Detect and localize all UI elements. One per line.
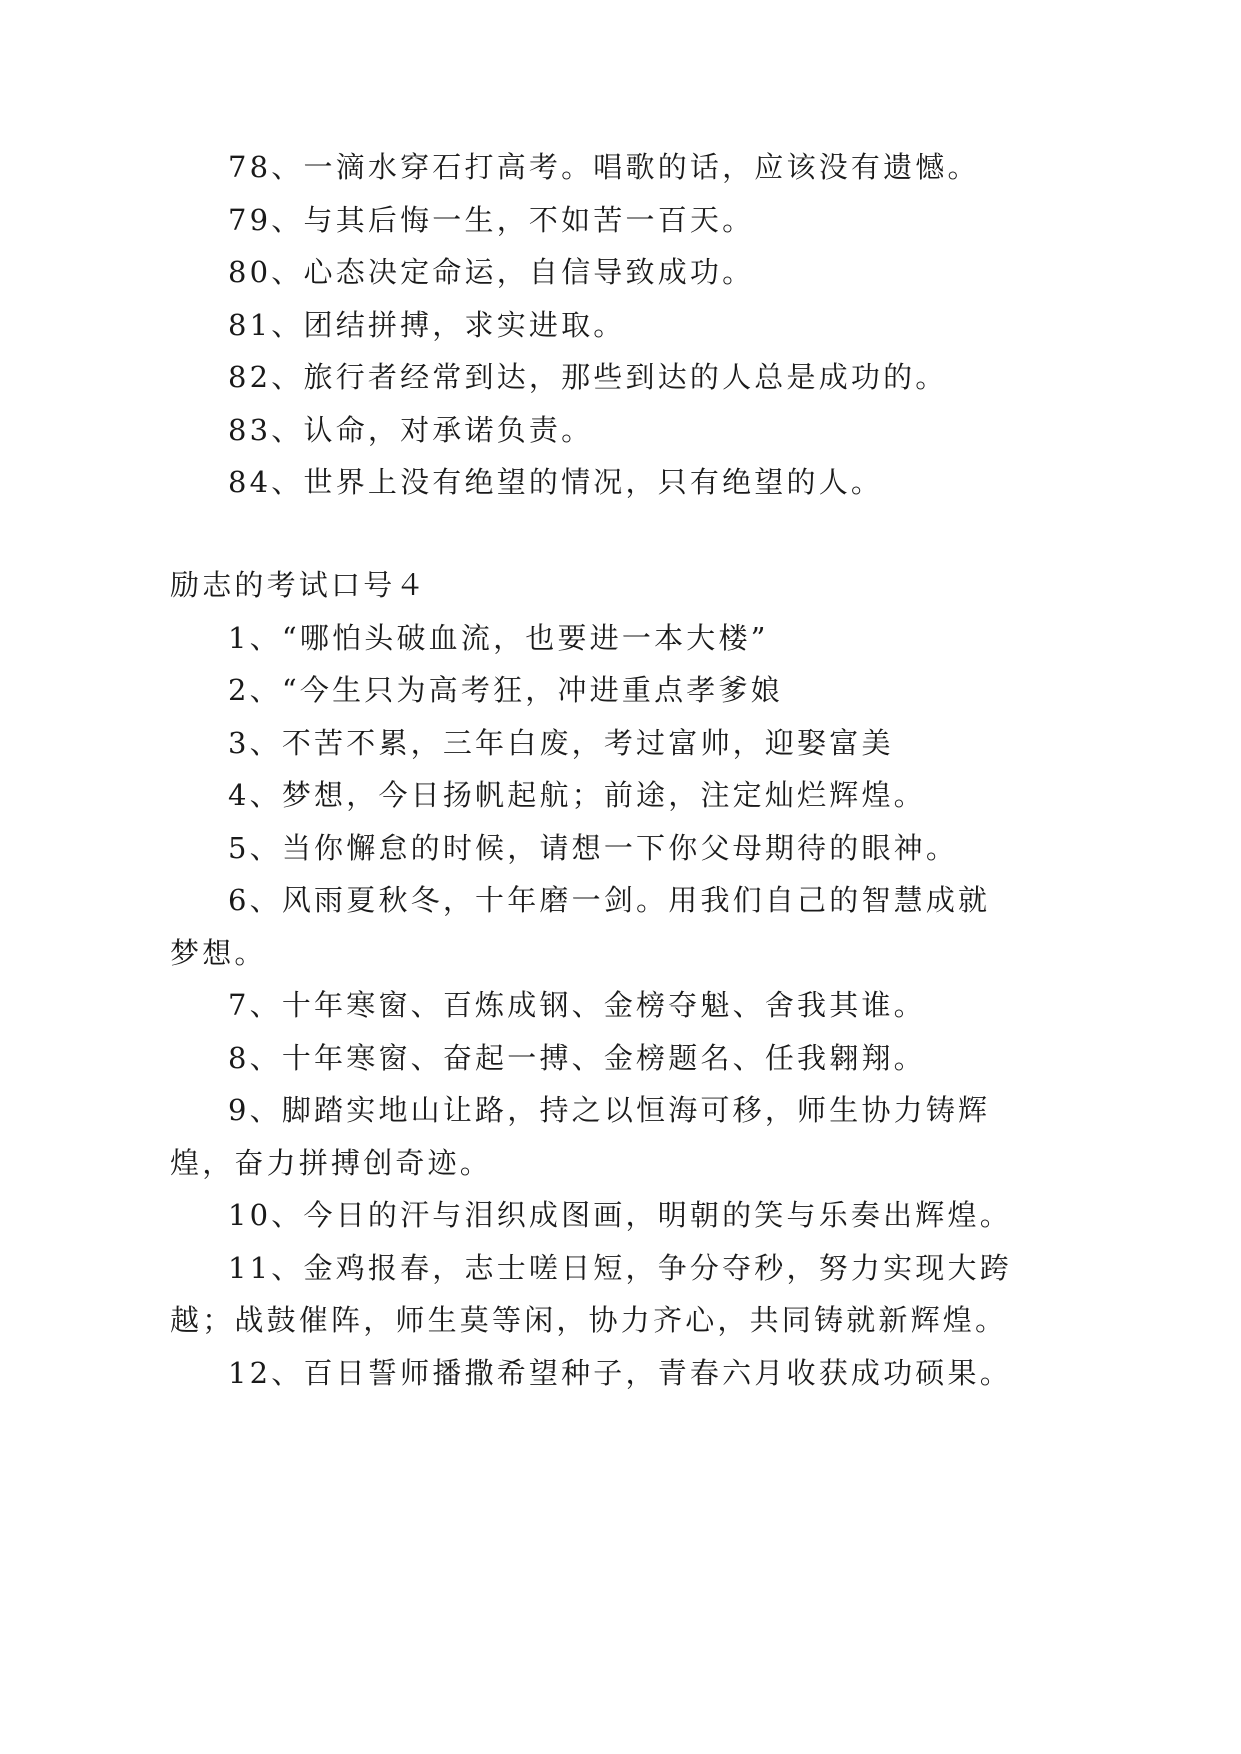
slogan-line: 11、金鸡报春，志士嗟日短，争分夺秒，努力实现大跨 — [228, 1251, 1012, 1285]
slogan-line: 78、一滴水穿石打高考。唱歌的话，应该没有遗憾。 — [228, 150, 980, 184]
slogan-line: 12、百日誓师播撒希望种子，青春六月收获成功硕果。 — [228, 1356, 1012, 1390]
slogan-line: 80、心态决定命运，自信导致成功。 — [228, 255, 755, 289]
slogan-line-continued: 煌，奋力拼搏创奇迹。 — [170, 1146, 493, 1180]
slogan-line: 9、脚踏实地山让路，持之以恒海可移，师生协力铸辉 — [228, 1093, 991, 1127]
slogan-line: 5、当你懈怠的时候，请想一下你父母期待的眼神。 — [228, 831, 959, 865]
slogan-line: 10、今日的汗与泪织成图画，明朝的笑与乐奏出辉煌。 — [228, 1198, 1012, 1232]
slogan-line: 6、风雨夏秋冬，十年磨一剑。用我们自己的智慧成就 — [228, 883, 991, 917]
slogan-line: 84、世界上没有绝望的情况，只有绝望的人。 — [228, 465, 884, 499]
section-title: 励志的考试口号４ — [170, 568, 428, 602]
slogan-line: 4、梦想，今日扬帆起航；前途，注定灿烂辉煌。 — [228, 778, 926, 812]
slogan-line: 8、十年寒窗、奋起一搏、金榜题名、任我翱翔。 — [228, 1041, 926, 1075]
slogan-line: 83、认命，对承诺负责。 — [228, 413, 594, 447]
slogan-line: 1、“哪怕头破血流，也要进一本大楼” — [228, 621, 769, 655]
slogan-line: 7、十年寒窗、百炼成钢、金榜夺魁、舍我其谁。 — [228, 988, 926, 1022]
slogan-line: 79、与其后悔一生，不如苦一百天。 — [228, 203, 755, 237]
slogan-line: 3、不苦不累，三年白废，考过富帅，迎娶富美 — [228, 726, 894, 760]
slogan-line-continued: 越；战鼓催阵，师生莫等闲，协力齐心，共同铸就新辉煌。 — [170, 1303, 1008, 1337]
slogan-line: 81、团结拼搏，求实进取。 — [228, 308, 626, 342]
slogan-line: 82、旅行者经常到达，那些到达的人总是成功的。 — [228, 360, 948, 394]
slogan-line-continued: 梦想。 — [170, 936, 267, 970]
slogan-line: 2、“今生只为高考狂，冲进重点孝爹娘 — [228, 673, 783, 707]
